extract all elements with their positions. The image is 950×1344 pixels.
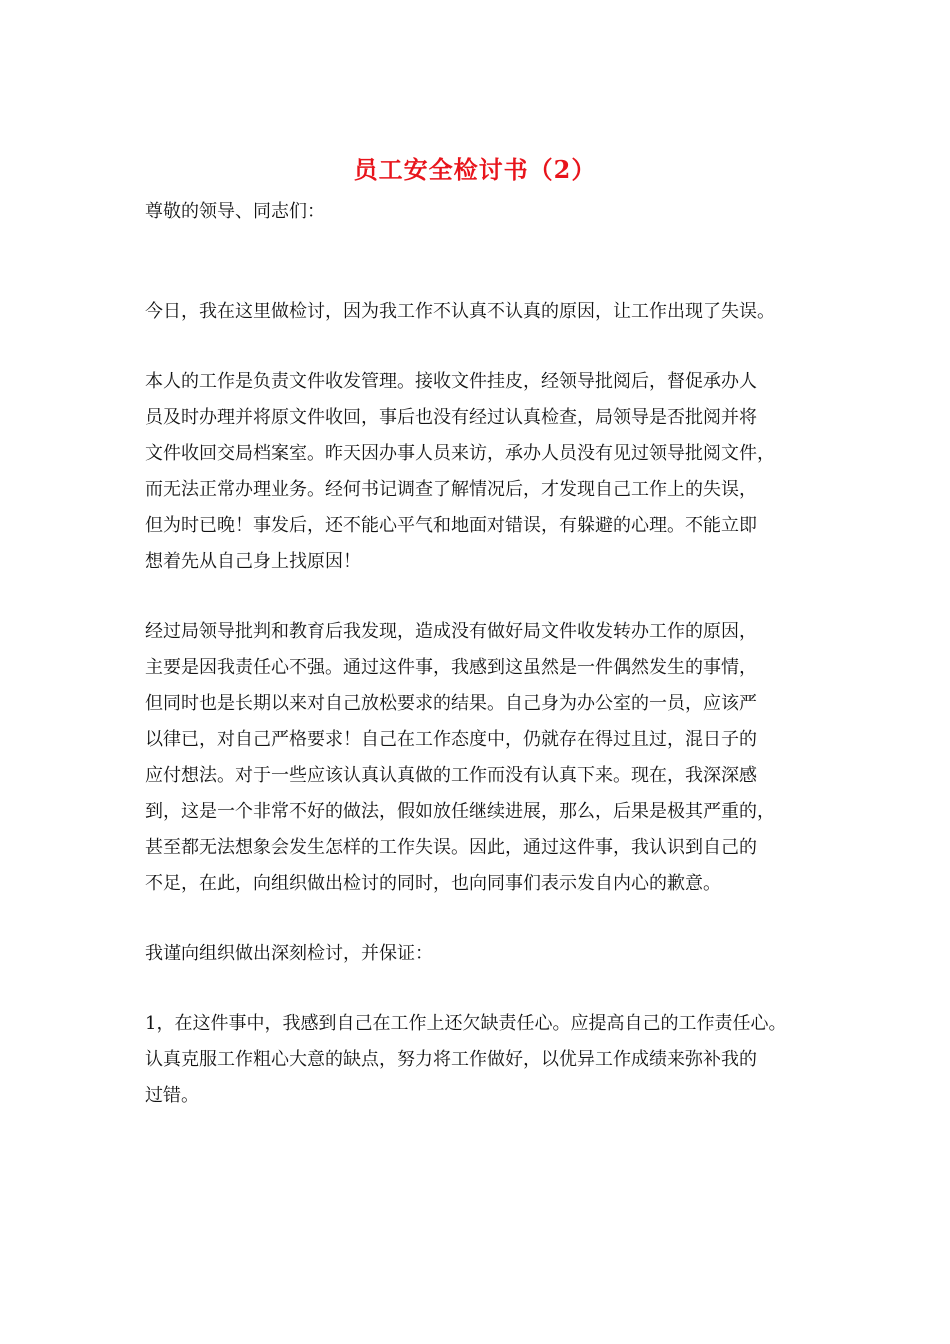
paragraph-line: 但为时已晚！事发后，还不能心平气和地面对错误，有躲避的心理。不能立即 <box>145 515 757 536</box>
paragraph-line: 认真克服工作粗心大意的缺点，努力将工作做好，以优异工作成绩来弥补我的 <box>145 1049 757 1070</box>
paragraph-line: 甚至都无法想象会发生怎样的工作失误。因此，通过这件事，我认识到自己的 <box>145 837 757 858</box>
paragraph-line: 今日，我在这里做检讨，因为我工作不认真不认真的原因，让工作出现了失误。 <box>145 301 775 322</box>
salutation: 尊敬的领导、同志们： <box>145 201 325 222</box>
paragraph-line: 我谨向组织做出深刻检讨，并保证： <box>145 943 433 964</box>
paragraph-line: 不足，在此，向组织做出检讨的同时，也向同事们表示发自内心的歉意。 <box>145 873 721 894</box>
paragraph-line: 但同时也是长期以来对自己放松要求的结果。自己身为办公室的一员，应该严 <box>145 693 757 714</box>
paragraph-line: 想着先从自己身上找原因！ <box>145 551 361 572</box>
paragraph-line: 1，在这件事中，我感到自己在工作上还欠缺责任心。应提高自己的工作责任心。 <box>145 1013 787 1034</box>
paragraph-line: 应付想法。对于一些应该认真认真做的工作而没有认真下来。现在，我深深感 <box>145 765 757 786</box>
paragraph-line: 以律已，对自己严格要求！自己在工作态度中，仍就存在得过且过，混日子的 <box>145 729 757 750</box>
document-title: 员工安全检讨书（2） <box>353 155 597 184</box>
paragraph-line: 文件收回交局档案室。昨天因办事人员来访，承办人员没有见过领导批阅文件， <box>145 443 775 464</box>
paragraph-line: 本人的工作是负责文件收发管理。接收文件挂皮，经领导批阅后，督促承办人 <box>145 371 757 392</box>
paragraph-line: 主要是因我责任心不强。通过这件事，我感到这虽然是一件偶然发生的事情， <box>145 657 757 678</box>
paragraph-line: 而无法正常办理业务。经何书记调查了解情况后，才发现自己工作上的失误， <box>145 479 757 500</box>
paragraph-line: 经过局领导批判和教育后我发现，造成没有做好局文件收发转办工作的原因， <box>145 621 757 642</box>
paragraph-line: 员及时办理并将原文件收回，事后也没有经过认真检查，局领导是否批阅并将 <box>145 407 757 428</box>
paragraph-line: 到，这是一个非常不好的做法，假如放任继续进展，那么，后果是极其严重的， <box>145 801 775 822</box>
paragraph-line: 过错。 <box>145 1085 199 1106</box>
